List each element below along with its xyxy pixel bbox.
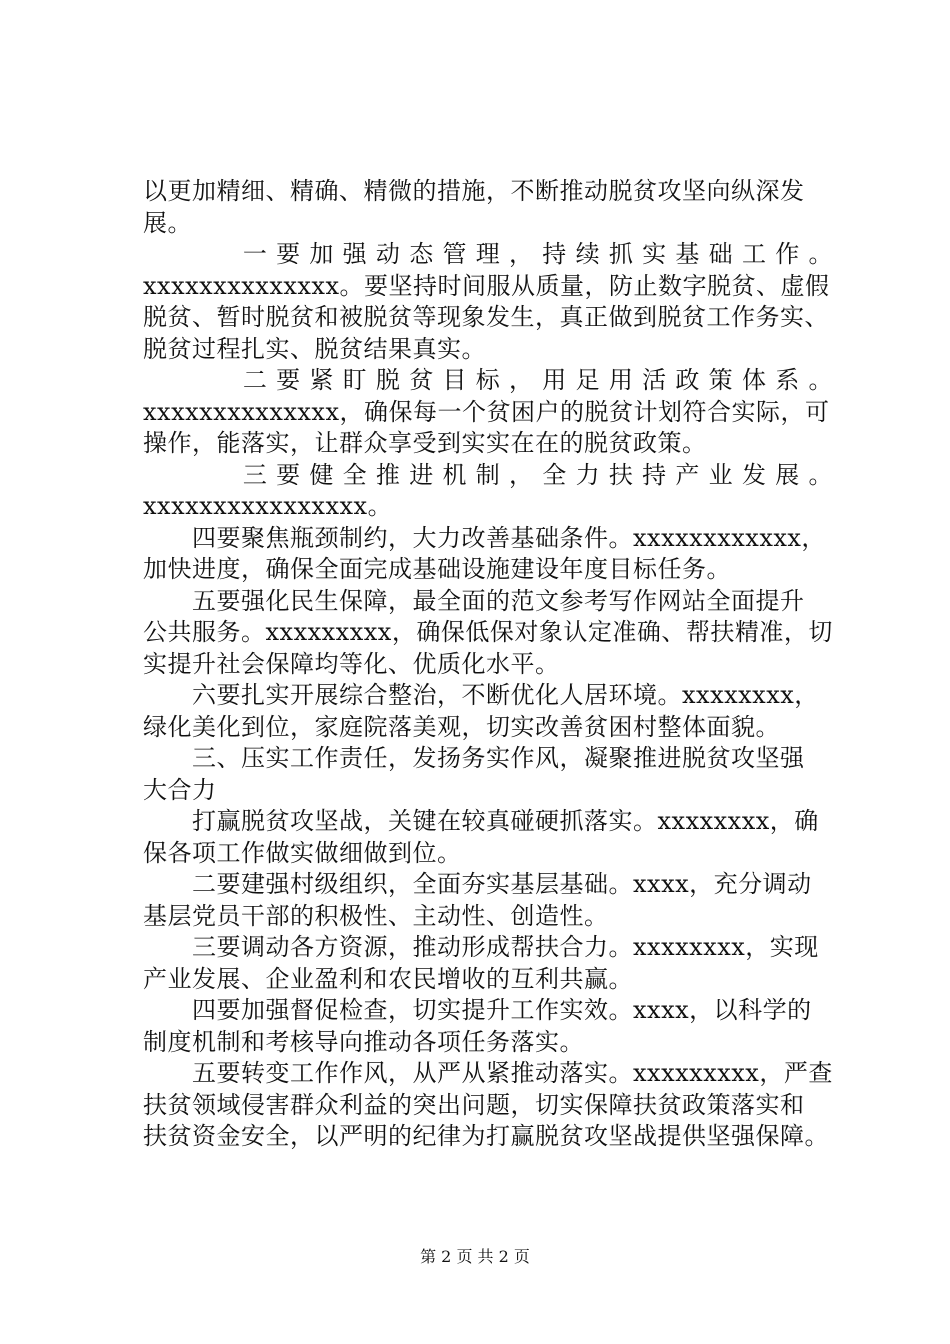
text-line: 三要健全推进机制，全力扶持产业发展。 — [143, 460, 833, 489]
text-line: 基层党员干部的积极性、主动性、创造性。 — [143, 901, 609, 930]
text-line: 绿化美化到位，家庭院落美观，切实改善贫困村整体面貌。 — [143, 712, 780, 741]
text-line: 操作，能落实，让群众享受到实实在在的脱贫政策。 — [143, 429, 707, 457]
text-line: 二要紧盯脱贫目标，用足用活政策体系。 — [143, 366, 833, 394]
text-line: 扶贫资金安全，以严明的纪律为打赢脱贫攻坚战提供坚强保障。 — [143, 1122, 829, 1150]
text-line: 脱贫过程扎实、脱贫结果真实。 — [143, 334, 486, 363]
text-line: xxxxxxxxxxxxxxxx。 — [143, 492, 393, 520]
section-heading: 三、压实工作责任，发扬务实作风，凝聚推进脱贫攻坚强 — [143, 744, 805, 772]
text-line: xxxxxxxxxxxxxx。要坚持时间服从质量，防止数字脱贫、虚假 — [143, 271, 830, 300]
text-line: 四要聚焦瓶颈制约，大力改善基础条件。xxxxxxxxxxxx， — [143, 523, 826, 552]
document-body — [143, 176, 833, 1153]
text-line: 保各项工作做实做细做到位。 — [143, 838, 462, 867]
text-line: 加快进度，确保全面完成基础设施建设年度目标任务。 — [143, 555, 731, 583]
text-line: 二要建强村级组织，全面夯实基层基础。xxxx，充分调动 — [143, 870, 812, 898]
text-line: 扶贫领域侵害群众利益的突出问题，切实保障扶贫政策落实和 — [143, 1090, 805, 1119]
text-line: 脱贫、暂时脱贫和被脱贫等现象发生，真正做到脱贫工作务实、 — [143, 303, 829, 331]
text-line: 公共服务。xxxxxxxxx，确保低保对象认定准确、帮扶精准，切 — [143, 618, 833, 646]
text-line: 五要强化民生保障，最全面的范文参考写作网站全面提升 — [143, 586, 805, 615]
page-number-footer: 第 2 页 共 2 页 — [420, 1247, 530, 1266]
text-line: 制度机制和考核导向推动各项任务落实。 — [143, 1027, 584, 1056]
text-line: 四要加强督促检查，切实提升工作实效。xxxx，以科学的 — [143, 996, 812, 1024]
section-heading: 大合力 — [143, 775, 217, 804]
text-line: 一要加强动态管理，持续抓实基础工作。 — [143, 240, 833, 268]
text-line: 产业发展、企业盈利和农民增收的互利共赢。 — [143, 964, 633, 993]
text-line: 三要调动各方资源，推动形成帮扶合力。xxxxxxxx，实现 — [143, 933, 819, 961]
text-line: xxxxxxxxxxxxxx，确保每一个贫困户的脱贫计划符合实际，可 — [143, 397, 830, 426]
text-line: 六要扎实开展综合整治，不断优化人居环境。xxxxxxxx， — [143, 681, 819, 709]
text-line: 实提升社会保障均等化、优质化水平。 — [143, 649, 560, 678]
text-line: 以更加精细、精确、精微的措施，不断推动脱贫攻坚向纵深发 — [143, 177, 805, 205]
text-line: 打赢脱贫攻坚战，关键在较真碰硬抓落实。xxxxxxxx，确 — [143, 807, 819, 835]
text-line: 展。 — [143, 208, 192, 237]
text-line: 五要转变工作作风，从严从紧推动落实。xxxxxxxxx，严查 — [143, 1059, 833, 1087]
